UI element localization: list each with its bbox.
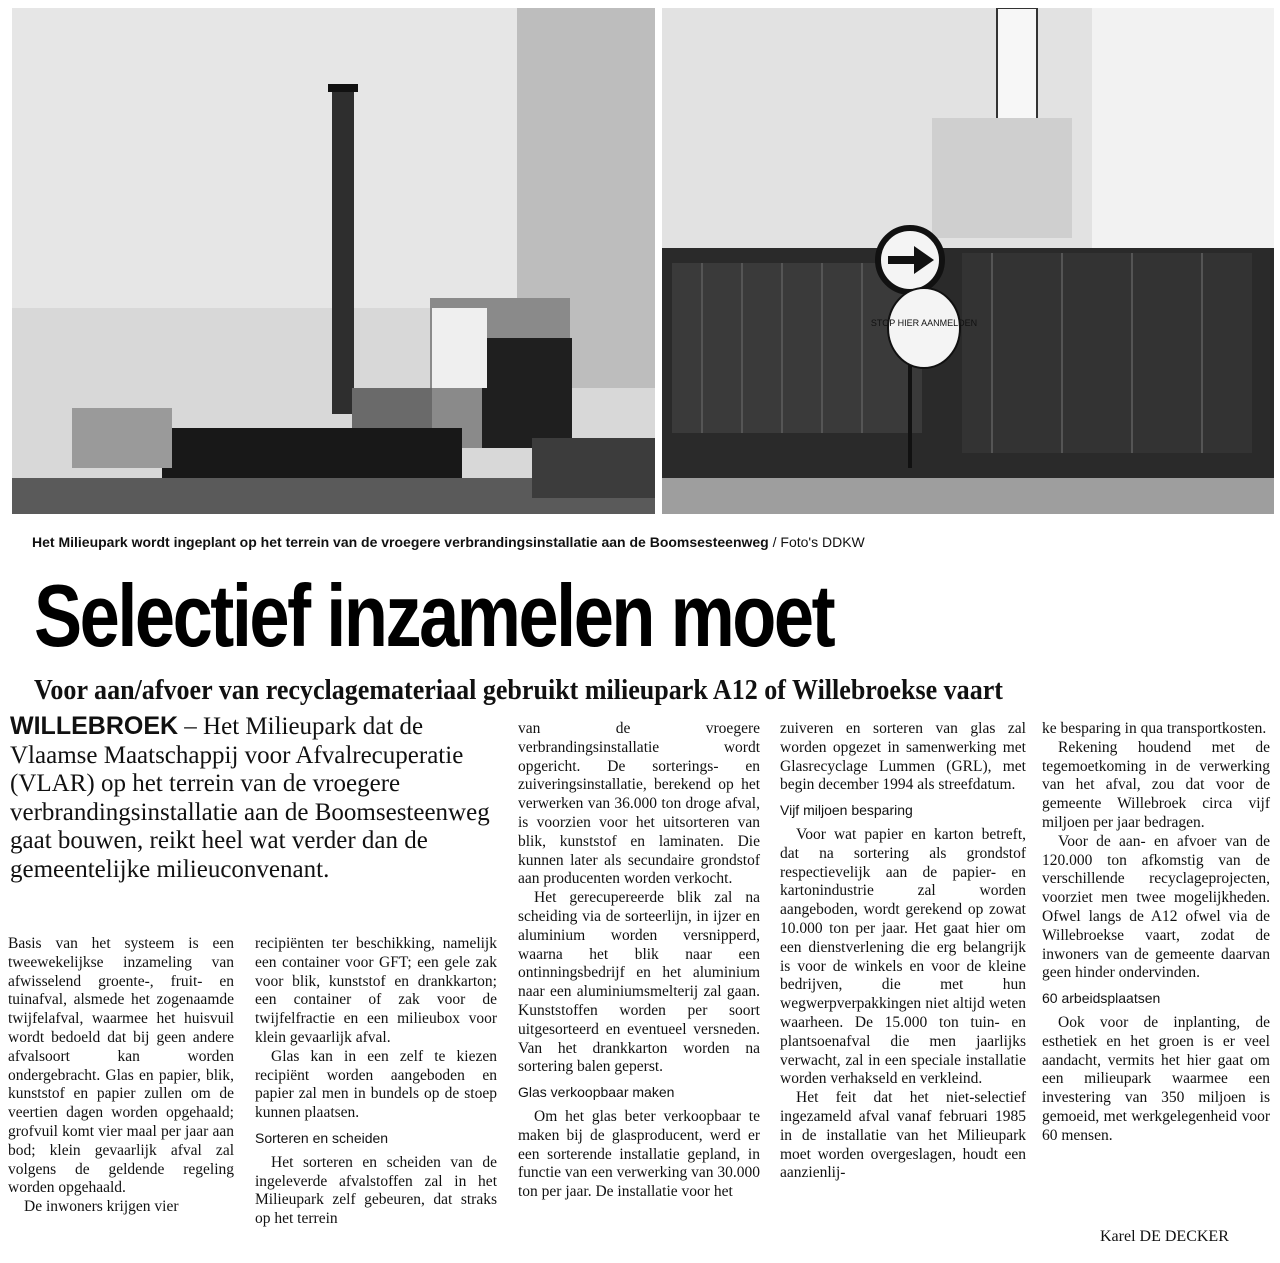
dateline: WILLEBROEK bbox=[10, 712, 179, 740]
paragraph: Ook voor de inplanting, de esthetiek en het groen is er veel aandacht, vermits het hier gaat om een milieupark waarmee een investering van 350 miljoen is gemoeid, met werkgelegenheid voor 60 mensen. bbox=[1042, 1013, 1270, 1144]
lead-text: – Het Milieupark dat de Vlaamse Maatschappij voor Afvalrecuperatie (VLAR) op het terrein van de vroegere verbrandingsinstallatie aan de Boomsesteenweg gaat bouwen, reikt heel wat verder dan de gemeentelijke milieuconvenant. bbox=[10, 713, 490, 883]
article-column-5 bbox=[1042, 720, 1270, 1146]
photo-incinerator-graphic bbox=[12, 8, 655, 514]
paragraph: De inwoners krijgen vier bbox=[24, 1198, 179, 1216]
caption-text: Het Milieupark wordt ingeplant op het terrein van de vroegere verbrandingsinstallatie aan de Boomsesteenweg bbox=[32, 534, 769, 550]
headline: Selectief inzamelen moet bbox=[34, 566, 834, 665]
paragraph: van de vroegere verbrandingsinstallatie wordt opgericht. De sorterings- en zuiveringsinstallatie, berekend op het verwerken van 36.000 ton droge afval, is voorzien voor het uitsorteren van blik, kunststof en laminaten. Die kunnen later als secundaire grondstof aan producenten worden verkocht. bbox=[518, 720, 760, 888]
article-column-2 bbox=[255, 935, 497, 1229]
paragraph: zuiveren en sorteren van glas zal worden opgezet in samenwerking met Glasrecyclage Lummen (GRL), met begin december 1994 als streefdatum. bbox=[780, 720, 1026, 794]
section-heading: Vijf miljoen besparing bbox=[780, 802, 913, 819]
photo-containers bbox=[662, 8, 1274, 514]
article-column-4 bbox=[780, 720, 1026, 1183]
section-heading: 60 arbeidsplaatsen bbox=[1042, 990, 1161, 1007]
paragraph: Om het glas beter verkoopbaar te maken bij de glasproducent, werd er een sorterende installatie gepland, in functie van een verwerking van 30.000 ton per jaar. De installatie voor het bbox=[518, 1107, 760, 1201]
photo-caption bbox=[32, 534, 1272, 550]
paragraph: Voor wat papier en karton betreft, dat na sortering als grondstof respectievelijk aan de papier- en kartonindustrie zal worden aangeboden, wordt gerekend op zowat 10.000 ton per jaar. Het gaat hier om een dienstverlening die erg belangrijk is voor de winkels en voor de kleine bedrijven, die met hun wegwerpverpakkingen niet altijd weten waarheen. De 15.000 ton tuin- en plantsoenafval die men jaarlijks verwacht, zal in een speciale installatie worden verhakseld en verkleind. bbox=[780, 825, 1026, 1088]
paragraph: recipiënten ter beschikking, namelijk een container voor GFT; een gele zak voor blik, kunststof en drankkarton; een container of zak voor de twijfelfractie en een milieubox voor klein gevaarlijk afval. bbox=[255, 935, 497, 1046]
subheadline: Voor aan/afvoer van recyclagemateriaal gebruikt milieupark A12 of Willebroekse vaart bbox=[34, 675, 1003, 706]
lead-paragraph bbox=[10, 712, 510, 884]
paragraph: Basis van het systeem is een tweewekelijkse inzameling van afwisselend groente-, fruit- en tuinafval, alsmede het zogenaamde twijfelafval, waarmee het huisvuil wordt bedoeld dat bij geen andere afvalsoort kan worden ondergebracht. Glas en papier, blik, kunststof en papier zullen om de veertien dagen worden opgehaald; grofvuil komt vier maal per jaar aan bod; klein gevaarlijk afval zal volgens de geldende regeling worden opgehaald. bbox=[8, 935, 234, 1197]
paragraph: Glas kan in een zelf te kiezen recipiënt worden aangeboden en papier zal men in bundels op de stoep kunnen plaatsen. bbox=[255, 1047, 497, 1122]
photo-containers-graphic bbox=[662, 8, 1274, 514]
section-heading: Glas verkoopbaar maken bbox=[518, 1084, 675, 1101]
paragraph: Rekening houdend met de tegemoetkoming in de verwerking van het afval, zou dat voor de gemeente Willebroek circa vijf miljoen per jaar bedragen. bbox=[1042, 738, 1270, 831]
article-column-1 bbox=[8, 935, 234, 1217]
paragraph: Het sorteren en scheiden van de ingeleverde afvalstoffen zal in het Milieupark zelf gebeuren, dat straks op het terrein bbox=[255, 1153, 497, 1228]
article-column-3 bbox=[518, 720, 760, 1202]
photo-credit: / Foto's DDKW bbox=[772, 534, 865, 550]
photo-incinerator bbox=[12, 8, 655, 514]
paragraph: Voor de aan- en afvoer van de 120.000 ton afkomstig van de verschillende recyclageprojecten, voorziet men twee mogelijkheden. Ofwel langs de A12 ofwel via de Willebroekse vaart, zodat de inwoners van de gemeente daarvan geen hinder ondervinden. bbox=[1042, 832, 1270, 982]
stop-sign-text: STOP HIER AANMELDEN bbox=[870, 318, 978, 328]
section-heading: Sorteren en scheiden bbox=[255, 1129, 389, 1146]
paragraph: ke besparing in qua transportkosten. bbox=[1042, 720, 1267, 737]
paragraph: Het gerecupereerde blik zal na scheiding via de sorteerlijn, in ijzer en aluminium worden versnipperd, waarna het blik naar een ontinningsbedrijf en het aluminium naar een aluminiumsmelterij zal gaan. Kunststoffen worden per soort uitgesorteerd en eventueel versneden. Van het drankkarton worden na sortering balen geperst. bbox=[518, 889, 760, 1076]
byline: Karel DE DECKER bbox=[1100, 1228, 1229, 1245]
paragraph: Het feit dat het niet-selectief ingezameld afval vanaf februari 1985 in de installatie van het Milieupark moet worden overgeslagen, houdt een aanzienlij- bbox=[780, 1089, 1026, 1182]
